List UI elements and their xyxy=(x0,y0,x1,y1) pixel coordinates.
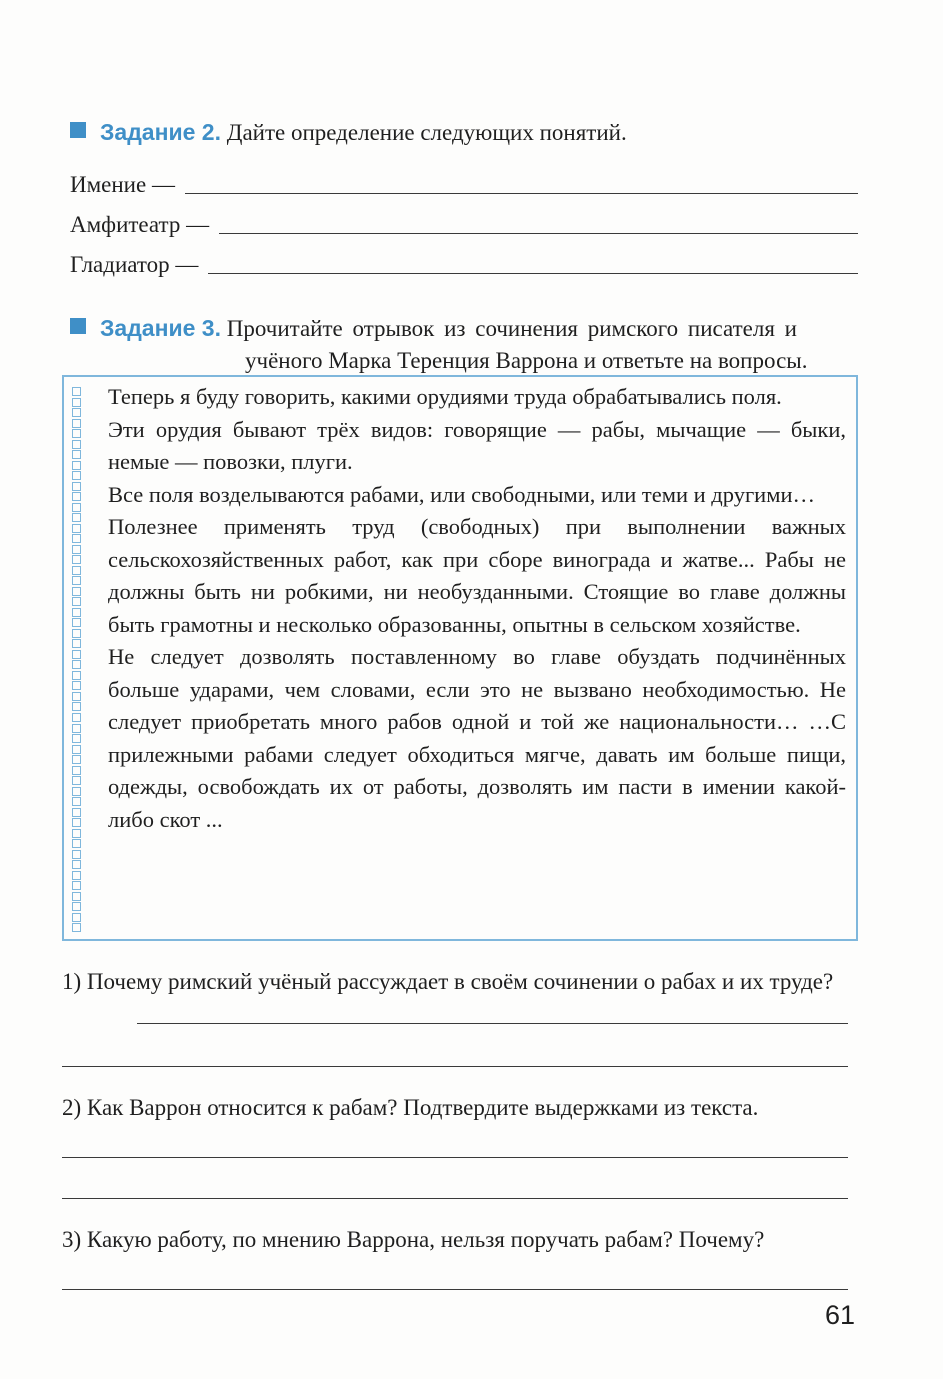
border-square-icon xyxy=(72,808,81,817)
border-square-icon xyxy=(72,829,81,838)
task2-label: Задание 2. xyxy=(100,119,221,145)
border-square-icon xyxy=(72,398,81,407)
border-square-icon xyxy=(72,860,81,869)
excerpt-paragraph: Полезнее применять труд (свободных) при выполнении важных сельскохозяйственных работ, как при сборе винограда и жатве... Рабы не должны быть ни робкими, ни необузданными. Стоящие во главе должны быть грамотны и несколько образованны, опытны в сельском хозяйстве. xyxy=(108,514,846,637)
border-square-icon xyxy=(72,766,81,775)
border-square-icon xyxy=(72,660,81,669)
border-square-icon xyxy=(72,492,81,501)
border-square-icon xyxy=(72,566,81,575)
answer-line[interactable] xyxy=(185,192,858,194)
task-marker-icon xyxy=(70,122,86,138)
border-square-icon xyxy=(72,482,81,491)
answer-line[interactable] xyxy=(62,1065,848,1067)
border-square-icon xyxy=(72,724,81,733)
excerpt-text xyxy=(108,381,846,836)
question-3: 3) Какую работу, по мнению Варрона, нельзя поручать рабам? Почему? xyxy=(62,1227,765,1252)
border-square-icon xyxy=(72,618,81,627)
answer-line[interactable] xyxy=(208,272,858,274)
border-square-icon xyxy=(72,692,81,701)
border-square-icon xyxy=(72,702,81,711)
border-square-icon xyxy=(72,713,81,722)
border-square-icon xyxy=(72,755,81,764)
task3-label: Задание 3. xyxy=(100,315,221,341)
border-square-icon xyxy=(72,450,81,459)
question-2: 2) Как Варрон относится к рабам? Подтвердите выдержками из текста. xyxy=(62,1095,759,1120)
border-square-icon xyxy=(72,881,81,890)
excerpt-paragraph: Теперь я буду говорить, какими орудиями труда обрабатывались поля. xyxy=(108,384,782,409)
excerpt-paragraph: Не следует дозволять поставленному во главе обуздать подчинённых больше ударами, чем словами, если это не вызвано необходимостью. Не следует приобретать много рабов одной и той же национальности… …С прилежными рабами следует обходиться мягче, давать им больше пищи, одежды, освобождать их от работы, дозволять им пасти в имении какой-либо скот ... xyxy=(108,644,846,832)
border-square-icon xyxy=(72,734,81,743)
border-square-icon xyxy=(72,461,81,470)
task2-header xyxy=(70,117,627,148)
border-square-icon xyxy=(72,902,81,911)
task3-header xyxy=(70,313,865,344)
answer-line[interactable] xyxy=(219,232,858,234)
task2-instruction: Дайте определение следующих понятий. xyxy=(226,120,627,145)
border-square-icon xyxy=(72,850,81,859)
border-square-icon xyxy=(72,534,81,543)
border-square-icon xyxy=(72,871,81,880)
definition-term: Амфитеатр — xyxy=(70,212,210,237)
border-square-icon xyxy=(72,545,81,554)
border-square-icon xyxy=(72,671,81,680)
answer-line[interactable] xyxy=(62,1197,848,1199)
border-square-icon xyxy=(72,639,81,648)
border-square-icon xyxy=(72,839,81,848)
page-number: 61 xyxy=(824,1300,855,1330)
border-square-icon xyxy=(72,787,81,796)
definition-row-amphitheater xyxy=(70,206,858,240)
border-square-icon xyxy=(72,629,81,638)
border-square-icon xyxy=(72,503,81,512)
border-square-icon xyxy=(72,524,81,533)
border-square-icon xyxy=(72,818,81,827)
border-square-icon xyxy=(72,745,81,754)
excerpt-paragraph: Все поля возделываются рабами, или свободными, или теми и другими… xyxy=(108,481,816,507)
border-square-icon xyxy=(72,608,81,617)
border-square-icon xyxy=(72,597,81,606)
decorative-border xyxy=(72,387,86,933)
border-square-icon xyxy=(72,576,81,585)
definition-term: Имение — xyxy=(70,172,175,197)
border-square-icon xyxy=(72,408,81,417)
definition-row-gladiator xyxy=(70,246,858,280)
excerpt-paragraph: Эти орудия бывают трёх видов: говорящие — рабы, мычащие — быки, немые — повозки, плуги. xyxy=(108,416,846,474)
answer-line[interactable] xyxy=(137,1022,848,1024)
border-square-icon xyxy=(72,892,81,901)
task-marker-icon xyxy=(70,318,86,334)
border-square-icon xyxy=(72,681,81,690)
border-square-icon xyxy=(72,471,81,480)
border-square-icon xyxy=(72,429,81,438)
definition-term: Гладиатор — xyxy=(70,252,199,277)
border-square-icon xyxy=(72,513,81,522)
border-square-icon xyxy=(72,419,81,428)
excerpt-box xyxy=(62,375,858,941)
border-square-icon xyxy=(72,555,81,564)
task3-instruction-line1: Прочитайте отрывок из сочинения римского писателя и xyxy=(226,316,797,341)
definition-row-estate xyxy=(70,166,858,200)
question-1: 1) Почему римский учёный рассуждает в своём сочинении о рабах и их труде? xyxy=(62,969,834,994)
answer-line[interactable] xyxy=(62,1288,848,1290)
border-square-icon xyxy=(72,797,81,806)
border-square-icon xyxy=(72,776,81,785)
answer-line[interactable] xyxy=(62,1156,848,1158)
border-square-icon xyxy=(72,913,81,922)
border-square-icon xyxy=(72,923,81,932)
border-square-icon xyxy=(72,587,81,596)
task3-instruction-line2: учёного Марка Теренция Варрона и ответьте на вопросы. xyxy=(245,348,808,373)
border-square-icon xyxy=(72,387,81,396)
border-square-icon xyxy=(72,440,81,449)
border-square-icon xyxy=(72,650,81,659)
